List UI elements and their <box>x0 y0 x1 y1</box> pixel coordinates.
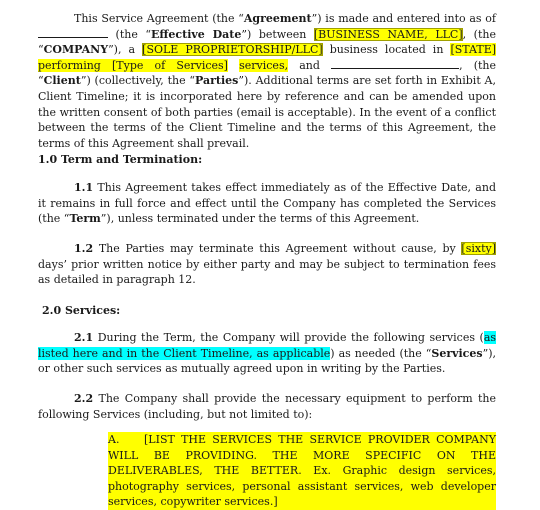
intro-text: Additional terms are set forth in Exhibit A, Client Timeline; it is incorporated here by reference and can be amended upon the written consent of both parties (email is acceptable). In the event of a conflict between the terms of the Client Timeline and the terms of this Agreement, the terms of this Agreement shall prevail. <box>38 74 496 150</box>
services-term: Services <box>431 346 483 360</box>
days-placeholder: [sixty] <box>461 242 497 255</box>
services-placeholder: services, <box>239 58 289 72</box>
client-blank-line[interactable] <box>331 58 459 69</box>
intro-text: This Service Agreement (the “ <box>74 12 244 25</box>
entity-type-placeholder: [SOLE PROPRIETORSHIP/LLC] <box>142 43 323 57</box>
intro-paragraph <box>38 11 496 151</box>
intro-text: a <box>128 43 136 57</box>
services-list-item <box>108 432 496 510</box>
intro-text: business located in <box>329 43 444 57</box>
clause-number: 1.2 <box>74 242 94 255</box>
intro-text: (the “ <box>115 27 151 41</box>
clause-number: 2.2 <box>74 392 94 405</box>
date-blank-line[interactable] <box>38 27 108 38</box>
intro-text: ”) between <box>241 27 307 41</box>
section-1-heading: 1.0 Term and Termination: <box>38 153 203 166</box>
item-text: [LIST THE SERVICES THE SERVICE PROVIDER COMPANY WILL BE PROVIDING. THE MORE SPECIFIC ON THE DELIVERABLES, THE BETTER. Ex. Graphic design services, photography services, personal assistant services, web developer services, copywriter services.] <box>108 433 496 509</box>
intro-text: ”) (collectively, the “ <box>80 74 196 88</box>
effective-date-term: Effective Date <box>151 27 242 41</box>
section-2-heading: 2.0 Services: <box>42 304 121 317</box>
client-term: Client <box>43 74 81 88</box>
paragraph-2-1: 2.1 During the Term, the Company will provide the following services (as listed here and in the Client Timeline, as applicable) as needed (the “Services”), or other such services as mutually agreed upon in writing by the Parties. <box>38 331 497 376</box>
intro-text: ”), <box>108 43 122 57</box>
intro-text: ”). <box>238 74 252 88</box>
intro-text: , (the “ <box>38 58 497 88</box>
paragraph-1-1: 1.1 This Agreement takes effect immediately as of the Effective Date, and it remains in full force and effect until the Company has completed the Services (the “Term”), unless terminated under the terms of this Agreement. <box>38 181 496 226</box>
intro-text: ”) is made and entered into as of <box>311 12 496 25</box>
paragraph-2-2: 2.2 The Company shall provide the necessary equipment to perform the following Services (including, but not limited to): <box>38 392 496 421</box>
clause-number: 1.1 <box>74 181 94 194</box>
state-services-placeholder: [STATE] performing [Type of Services] <box>38 43 497 72</box>
parties-term: Parties <box>195 74 239 88</box>
item-label: A. <box>108 433 120 446</box>
company-term: COMPANY <box>43 43 109 57</box>
term-term: Term <box>69 212 101 226</box>
intro-text: and <box>299 58 320 72</box>
business-name-placeholder: [BUSINESS NAME, LLC] <box>313 27 463 41</box>
listed-here-highlight: as listed here and in the Client Timeline, as applicable <box>38 331 497 360</box>
paragraph-1-2: 1.2 The Parties may terminate this Agreement without cause, by [sixty] days’ prior written notice by either party and may be subject to termination fees as detailed in paragraph 12. <box>38 242 497 287</box>
intro-text: , (the “ <box>38 27 496 57</box>
agreement-term: Agreement <box>243 12 312 25</box>
clause-number: 2.1 <box>74 331 94 344</box>
